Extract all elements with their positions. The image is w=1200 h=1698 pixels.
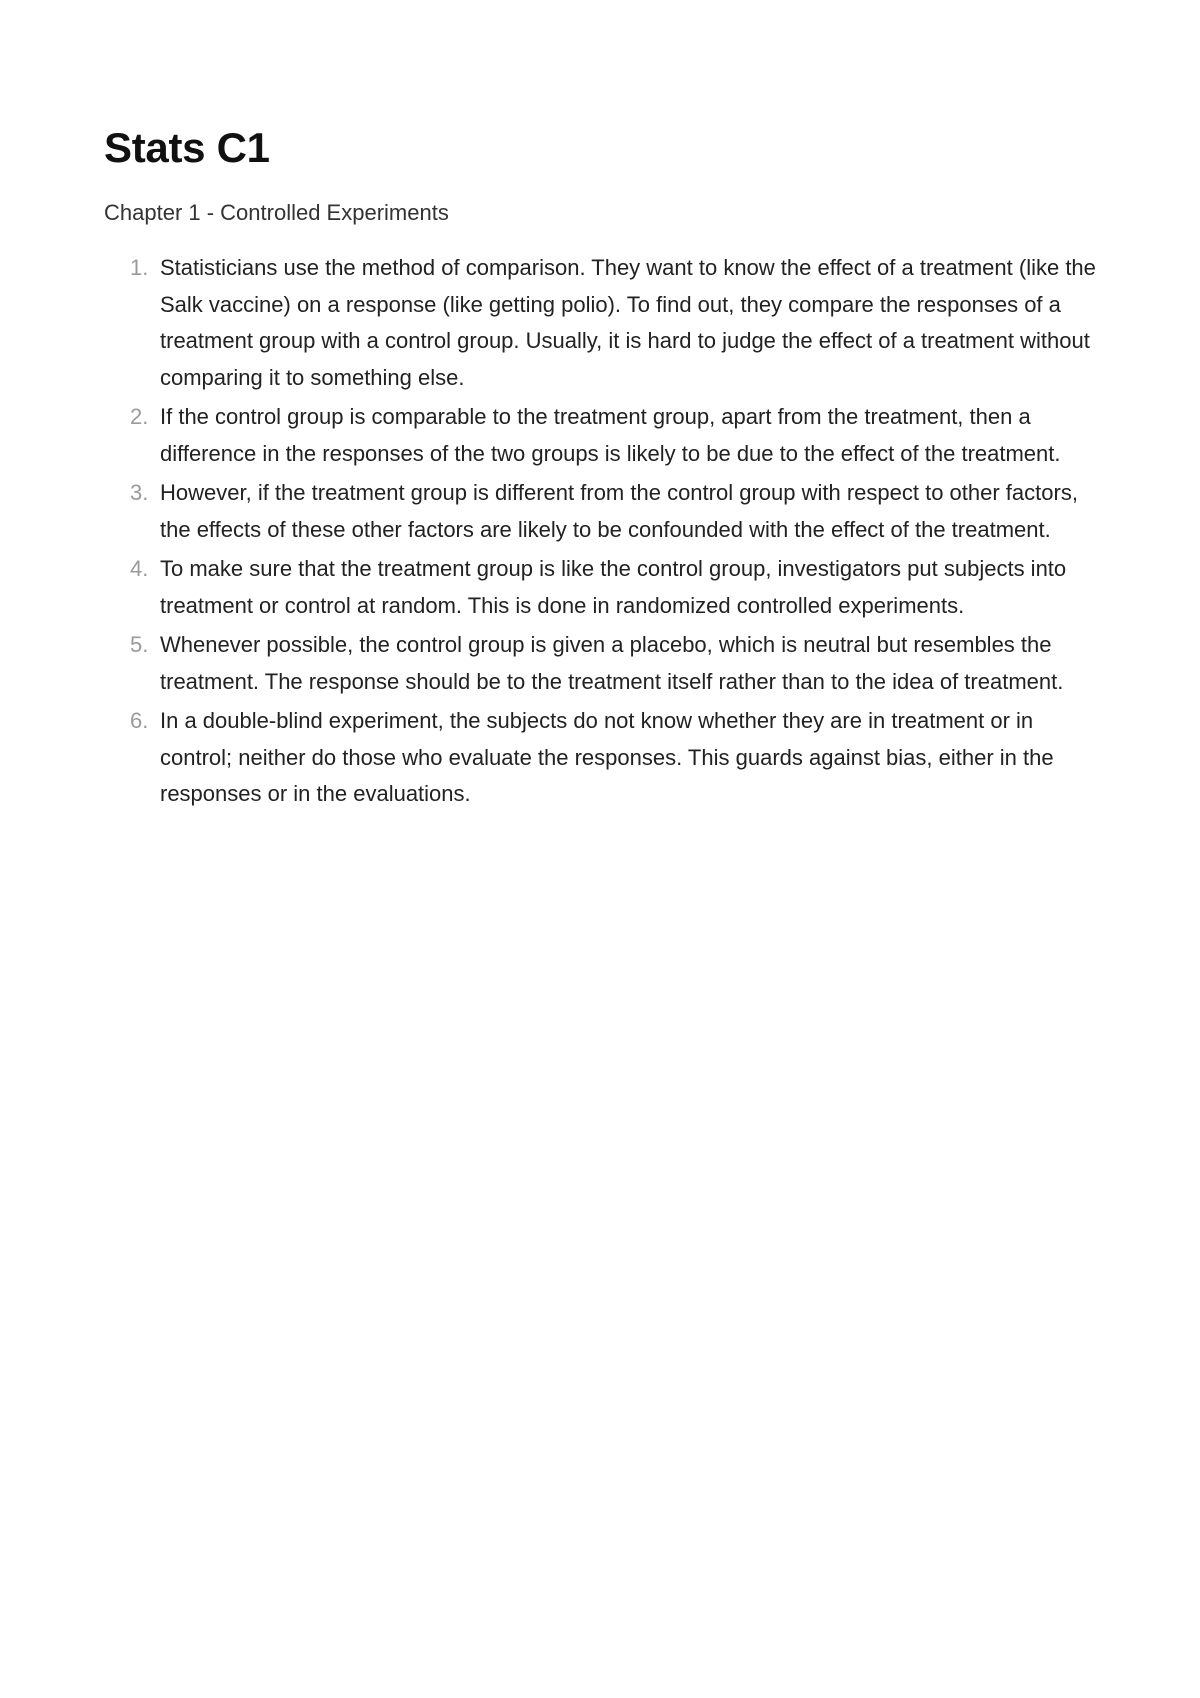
list-item-number: 6. (130, 708, 149, 733)
list-item (104, 627, 1104, 700)
list-item-text: Statisticians use the method of comparison. They want to know the effect of a treatment (like the Salk vaccine) on a response (like getting polio). To find out, they compare the responses of a treatment group with a control group. Usually, it is hard to judge the effect of a treatment without comparing it to something else. (160, 255, 1096, 390)
list-item (104, 475, 1104, 548)
list-item-text: In a double-blind experiment, the subjects do not know whether they are in treatment or in control; neither do those who evaluate the responses. This guards against bias, either in the responses or in the evaluations. (160, 708, 1054, 806)
list-item-number: 1. (130, 255, 149, 280)
numbered-list (104, 250, 1104, 813)
list-item-number: 5. (130, 632, 149, 657)
list-item-text: Whenever possible, the control group is given a placebo, which is neutral but resembles the treatment. The response should be to the treatment itself rather than to the idea of treatment. (160, 632, 1064, 694)
list-item-number: 3. (130, 480, 149, 505)
list-item-number: 4. (130, 556, 149, 581)
list-item (104, 250, 1104, 396)
list-item (104, 703, 1104, 813)
list-item (104, 399, 1104, 472)
list-item-text: However, if the treatment group is different from the control group with respect to other factors, the effects of these other factors are likely to be confounded with the effect of the treatment. (160, 480, 1078, 542)
list-item-text: If the control group is comparable to the treatment group, apart from the treatment, then a difference in the responses of the two groups is likely to be due to the effect of the treatment. (160, 404, 1061, 466)
page-title: Stats C1 (104, 124, 270, 171)
chapter-subtitle: Chapter 1 - Controlled Experiments (104, 200, 449, 225)
list-item (104, 551, 1104, 624)
list-item-text: To make sure that the treatment group is like the control group, investigators put subjects into treatment or control at random. This is done in randomized controlled experiments. (160, 556, 1067, 618)
document-page (104, 124, 1104, 829)
list-item-number: 2. (130, 404, 149, 429)
